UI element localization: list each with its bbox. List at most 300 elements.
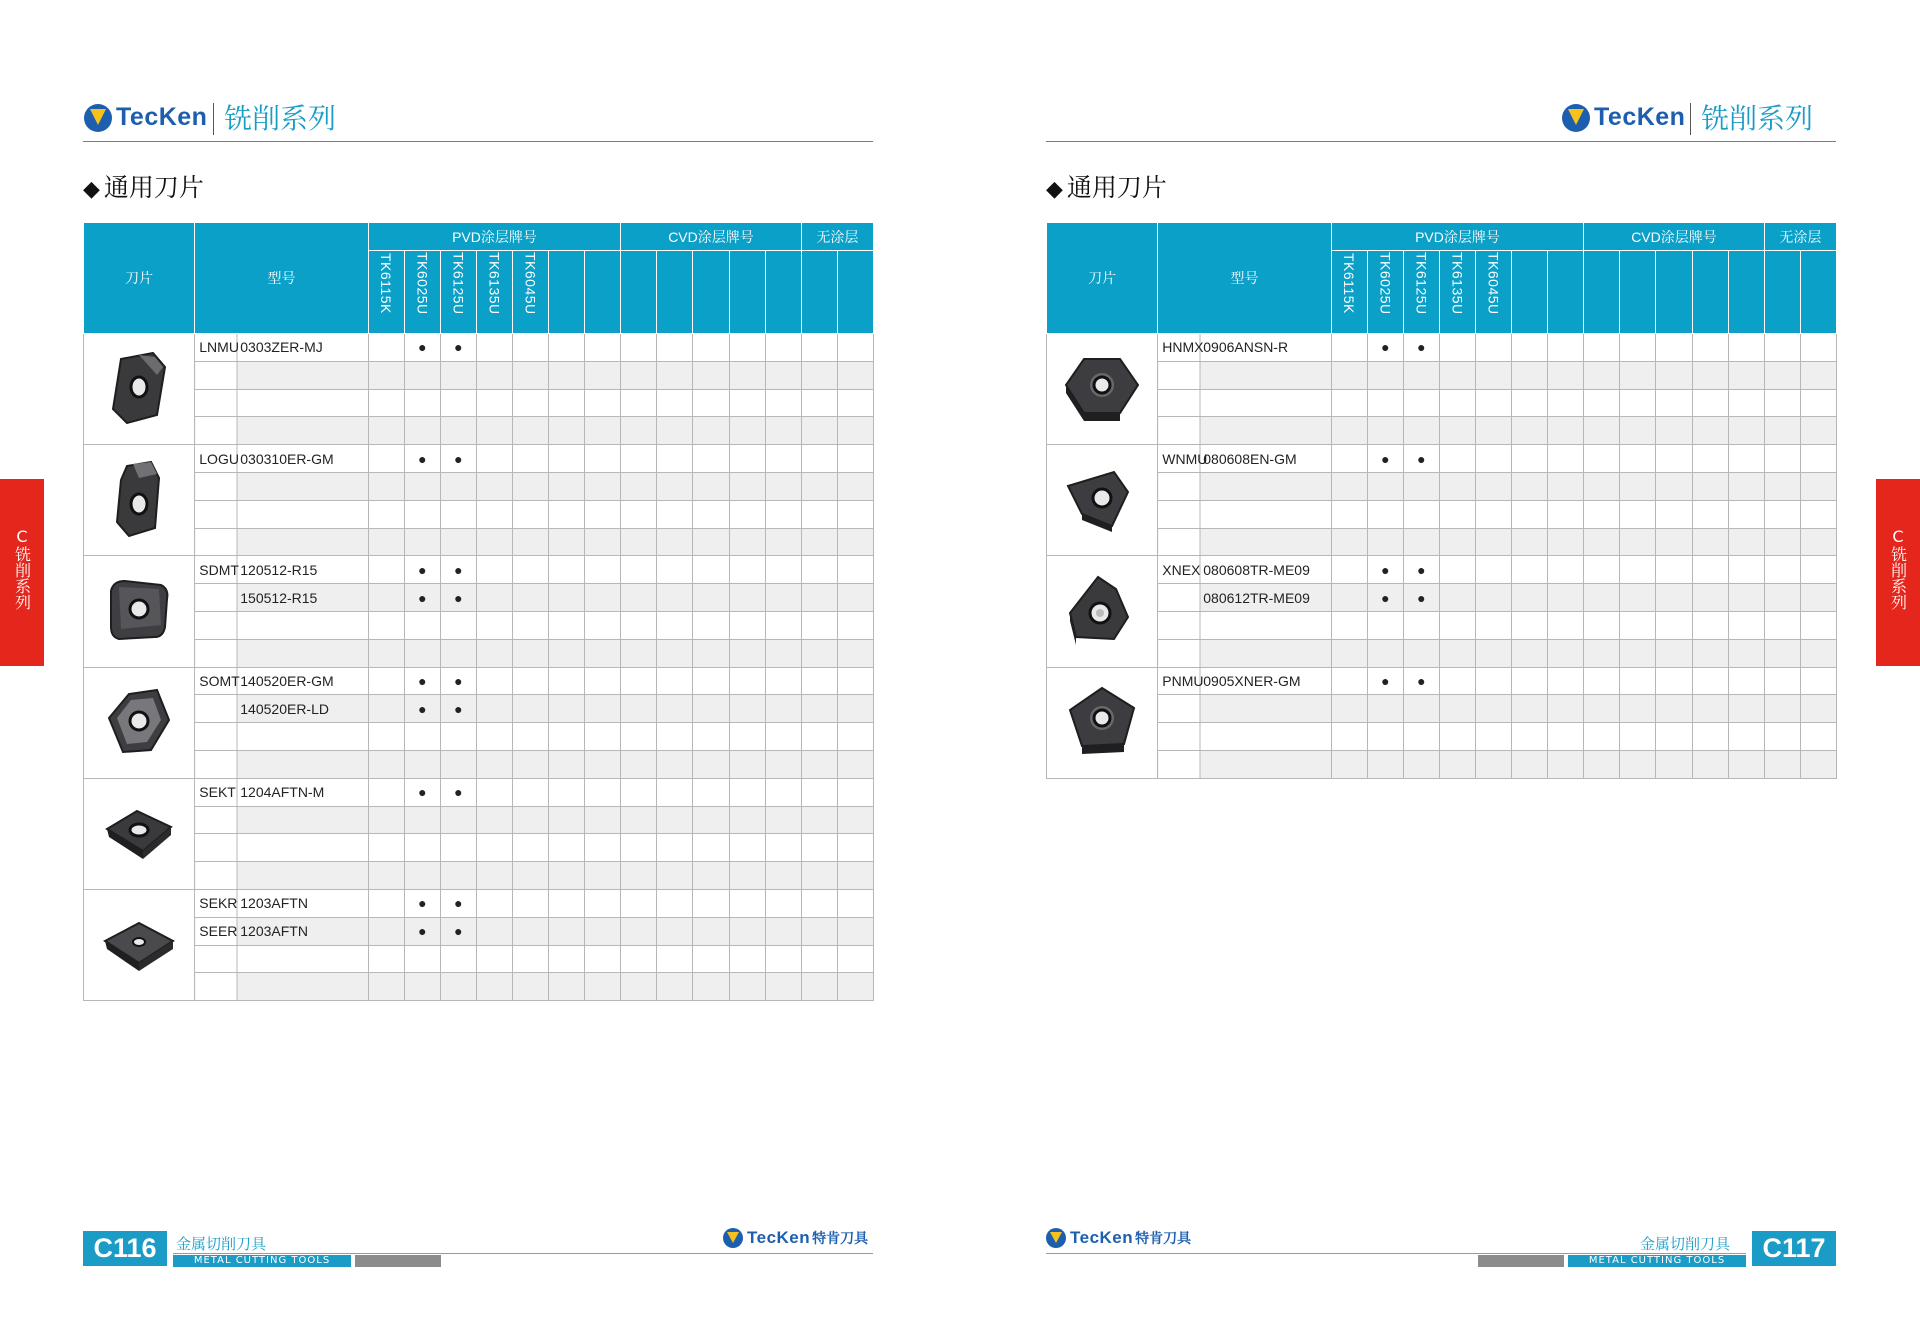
grade-cell: [621, 445, 657, 473]
grade-cell: [549, 361, 585, 389]
grade-cell: [1764, 667, 1800, 695]
grade-cell: [801, 389, 837, 417]
model-cell: [195, 695, 368, 723]
grade-cell: [1512, 611, 1548, 639]
series-name: PNMU: [1162, 672, 1204, 689]
grade-cell: [657, 500, 693, 528]
grade-cell: [1800, 556, 1836, 584]
grade-cell: [1367, 445, 1403, 473]
grade-cell: [549, 584, 585, 612]
insert-image: [84, 445, 195, 556]
grade-cell: [801, 695, 837, 723]
grade-column-header-empty: [549, 251, 585, 334]
grade-cell: [440, 334, 476, 362]
grade-cell: [1620, 389, 1656, 417]
footer-logo-icon: [1046, 1228, 1066, 1248]
grade-cell: [549, 556, 585, 584]
grade-cell: [585, 417, 621, 445]
grade-cell: [1656, 500, 1692, 528]
model-code: 1204AFTN-M: [240, 784, 325, 801]
grade-cell: [1331, 750, 1367, 778]
grade-cell: [1728, 417, 1764, 445]
footer-en-title: METAL CUTTING TOOLS: [1568, 1255, 1746, 1267]
model-cell: [1158, 334, 1331, 362]
grade-cell: [729, 862, 765, 890]
series-label: [196, 895, 240, 911]
table-row: [1047, 723, 1837, 751]
grade-column-header-empty: [1800, 251, 1836, 334]
side-tab: [0, 479, 44, 666]
table-row: [84, 528, 874, 556]
grade-cell: [404, 723, 440, 751]
table-row: [84, 584, 874, 612]
grade-cell: [1800, 723, 1836, 751]
grade-cell: [1476, 334, 1512, 362]
model-cell: [195, 667, 368, 695]
grade-cell: [801, 361, 837, 389]
model-cell: [195, 500, 368, 528]
grade-cell: [693, 862, 729, 890]
grade-cell: [837, 889, 873, 917]
grade-cell: [801, 334, 837, 362]
grade-cell: [765, 611, 801, 639]
grade-cell: [1620, 472, 1656, 500]
grade-cell: [729, 584, 765, 612]
grade-cell: [1692, 445, 1728, 473]
grade-cell: [440, 806, 476, 834]
grade-cell: [657, 361, 693, 389]
grade-cell: [1800, 750, 1836, 778]
availability-dot: ●: [418, 923, 427, 940]
grade-cell: [1620, 695, 1656, 723]
grade-column-header-empty: [693, 251, 729, 334]
sdmt-insert-icon: [99, 640, 179, 656]
grade-cell: [440, 528, 476, 556]
grade-cell: [729, 611, 765, 639]
table-row: [1047, 556, 1837, 584]
grade-cell: [585, 723, 621, 751]
grade-cell: [549, 806, 585, 834]
grade-cell: [1367, 334, 1403, 362]
grade-cell: [1764, 611, 1800, 639]
grade-cell: [765, 778, 801, 806]
grade-name: TK6115K: [1341, 253, 1358, 314]
grade-cell: [657, 973, 693, 1001]
grade-cell: [1692, 556, 1728, 584]
grade-cell: [585, 695, 621, 723]
grade-cell: [404, 917, 440, 945]
model-code: 140520ER-GM: [240, 672, 334, 689]
grade-cell: [513, 389, 549, 417]
grade-cell: [1620, 334, 1656, 362]
grade-column-header-empty: [801, 251, 837, 334]
insert-image: [84, 889, 195, 1000]
grade-cell: [1548, 611, 1584, 639]
grade-cell: [549, 862, 585, 890]
brand-logo: [1562, 103, 1685, 132]
grade-column-header-empty: [837, 251, 873, 334]
grade-cell: [621, 917, 657, 945]
grade-cell: [1548, 639, 1584, 667]
grade-cell: [621, 472, 657, 500]
grade-cell: [1331, 695, 1367, 723]
grade-cell: [1656, 750, 1692, 778]
grade-cell: [1403, 639, 1439, 667]
grade-cell: [1403, 417, 1439, 445]
grade-cell: [513, 500, 549, 528]
grade-cell: [1764, 723, 1800, 751]
grade-cell: [1800, 584, 1836, 612]
table-row: [84, 667, 874, 695]
grade-cell: [765, 917, 801, 945]
grade-cell: [801, 472, 837, 500]
grade-cell: [549, 639, 585, 667]
grade-cell: [621, 334, 657, 362]
grade-cell: [513, 584, 549, 612]
grade-cell: [693, 584, 729, 612]
grade-column-header: [476, 251, 512, 334]
grade-cell: [1512, 472, 1548, 500]
grade-cell: [476, 889, 512, 917]
grade-cell: [585, 862, 621, 890]
grade-cell: [837, 750, 873, 778]
grade-cell: [1728, 528, 1764, 556]
grade-cell: [513, 528, 549, 556]
grade-cell: [1439, 556, 1475, 584]
grade-cell: [1728, 389, 1764, 417]
grade-cell: [1548, 417, 1584, 445]
hnmx-insert-icon: [1062, 418, 1142, 434]
grade-cell: [1800, 695, 1836, 723]
grade-cell: [368, 973, 404, 1001]
grade-cell: [1367, 695, 1403, 723]
grade-cell: [1331, 639, 1367, 667]
availability-dot: ●: [1381, 672, 1390, 689]
grade-cell: [476, 834, 512, 862]
grade-cell: [513, 334, 549, 362]
grade-cell: [765, 889, 801, 917]
grade-cell: [1764, 389, 1800, 417]
grade-cell: [513, 611, 549, 639]
grade-cell: [801, 639, 837, 667]
model-cell: [195, 945, 368, 973]
grade-cell: [693, 445, 729, 473]
grade-cell: [1476, 556, 1512, 584]
table-row: [84, 945, 874, 973]
model-cell: [195, 778, 368, 806]
grade-cell: [476, 334, 512, 362]
grade-cell: [440, 667, 476, 695]
grade-cell: [1403, 723, 1439, 751]
grade-cell: [693, 695, 729, 723]
grade-cell: [513, 667, 549, 695]
grade-cell: [837, 862, 873, 890]
grade-cell: [476, 445, 512, 473]
grade-cell: [801, 862, 837, 890]
grade-cell: [368, 834, 404, 862]
grade-cell: [368, 445, 404, 473]
footer-grey-bar: [1478, 1255, 1564, 1267]
model-cell: [1158, 639, 1331, 667]
grade-cell: [1584, 723, 1620, 751]
grade-cell: [1728, 445, 1764, 473]
grade-cell: [585, 611, 621, 639]
grade-cell: [1692, 584, 1728, 612]
series-label: [196, 451, 240, 467]
grade-cell: [1512, 528, 1548, 556]
availability-dot: ●: [418, 895, 427, 912]
grade-cell: [368, 750, 404, 778]
grade-cell: [1367, 472, 1403, 500]
grade-cell: [1728, 695, 1764, 723]
grade-cell: [585, 834, 621, 862]
model-cell: [195, 584, 368, 612]
grade-cell: [801, 445, 837, 473]
grade-cell: [1403, 611, 1439, 639]
grade-cell: [729, 639, 765, 667]
grade-cell: [1620, 667, 1656, 695]
table-row: [1047, 334, 1837, 362]
grade-cell: [1439, 500, 1475, 528]
grade-cell: [440, 778, 476, 806]
grade-name: TK6045U: [522, 252, 539, 315]
model-cell: [195, 445, 368, 473]
series-label: [1159, 673, 1203, 689]
model-cell: [1158, 584, 1331, 612]
grade-cell: [1476, 611, 1512, 639]
model-cell: [1158, 556, 1331, 584]
grade-cell: [404, 445, 440, 473]
pnmu-insert-icon: [1062, 751, 1142, 767]
grade-cell: [1656, 695, 1692, 723]
grade-cell: [801, 945, 837, 973]
grade-cell: [440, 917, 476, 945]
grade-cell: [1692, 417, 1728, 445]
grade-cell: [1728, 723, 1764, 751]
grade-cell: [404, 945, 440, 973]
grade-cell: [549, 472, 585, 500]
grade-cell: [1403, 389, 1439, 417]
grade-cell: [1512, 417, 1548, 445]
grade-cell: [765, 862, 801, 890]
grade-cell: [1367, 667, 1403, 695]
model-code: 0906ANSN-R: [1203, 339, 1289, 356]
grade-column-header-empty: [1692, 251, 1728, 334]
model-header: 型号: [195, 223, 368, 334]
cvd-grade-header: CVD涂层牌号: [1584, 223, 1764, 251]
insert-image: [1047, 445, 1158, 556]
grade-cell: [513, 945, 549, 973]
grade-cell: [1584, 556, 1620, 584]
grade-cell: [1548, 500, 1584, 528]
grade-cell: [657, 834, 693, 862]
grade-cell: [621, 500, 657, 528]
grade-cell: [368, 889, 404, 917]
grade-cell: [765, 528, 801, 556]
grade-cell: [368, 389, 404, 417]
grade-cell: [1764, 417, 1800, 445]
grade-cell: [1403, 695, 1439, 723]
footer-brand-cn: 特肯刀具: [812, 1231, 869, 1247]
grade-cell: [765, 973, 801, 1001]
series-name: SDMT: [199, 561, 239, 578]
grade-cell: [1439, 695, 1475, 723]
grade-cell: [1403, 667, 1439, 695]
grade-cell: [1512, 639, 1548, 667]
grade-cell: [621, 695, 657, 723]
model-cell: [195, 806, 368, 834]
grade-cell: [585, 917, 621, 945]
grade-column-header-empty: [621, 251, 657, 334]
grade-cell: [837, 611, 873, 639]
series-label: [196, 562, 240, 578]
grade-cell: [585, 945, 621, 973]
series-name: SEER: [199, 923, 238, 940]
grade-cell: [1728, 361, 1764, 389]
grade-cell: [513, 862, 549, 890]
grade-cell: [549, 389, 585, 417]
grade-cell: [1331, 361, 1367, 389]
grade-cell: [513, 723, 549, 751]
grade-cell: [1548, 584, 1584, 612]
grade-cell: [549, 667, 585, 695]
insert-image: [84, 556, 195, 667]
grade-cell: [585, 889, 621, 917]
grade-cell: [693, 556, 729, 584]
model-code: 120512-R15: [240, 561, 318, 578]
grade-cell: [1800, 500, 1836, 528]
grade-cell: [693, 500, 729, 528]
model-cell: [1158, 611, 1331, 639]
grade-cell: [585, 584, 621, 612]
grade-cell: [1512, 723, 1548, 751]
availability-dot: ●: [454, 450, 463, 467]
grade-cell: [837, 361, 873, 389]
table-row: [84, 723, 874, 751]
grade-cell: [693, 778, 729, 806]
series-name: LOGU: [199, 450, 239, 467]
grade-column-header: [368, 251, 404, 334]
model-cell: [1158, 667, 1331, 695]
grade-cell: [440, 973, 476, 1001]
grade-cell: [1548, 445, 1584, 473]
grade-cell: [801, 611, 837, 639]
grade-cell: [440, 361, 476, 389]
grade-column-header: [440, 251, 476, 334]
grade-cell: [1331, 723, 1367, 751]
availability-dot: ●: [454, 561, 463, 578]
table-row: [84, 417, 874, 445]
grade-cell: [404, 417, 440, 445]
uncoated-grade-header: 无涂层: [1764, 223, 1836, 251]
grade-cell: [765, 445, 801, 473]
grade-cell: [765, 834, 801, 862]
grade-column-header-empty: [1584, 251, 1620, 334]
grade-cell: [513, 556, 549, 584]
grade-cell: [1764, 528, 1800, 556]
brand-logo-text: TecKen: [1594, 103, 1686, 131]
grade-cell: [621, 417, 657, 445]
grade-cell: [765, 584, 801, 612]
grade-cell: [801, 723, 837, 751]
model-code: 080608EN-GM: [1203, 450, 1297, 467]
grade-cell: [1439, 667, 1475, 695]
grade-cell: [476, 806, 512, 834]
grade-cell: [657, 778, 693, 806]
grade-cell: [1584, 667, 1620, 695]
grade-cell: [1548, 389, 1584, 417]
insert-spec-table: [83, 222, 874, 1001]
grade-cell: [1331, 334, 1367, 362]
grade-cell: [1548, 750, 1584, 778]
grade-cell: [801, 750, 837, 778]
grade-cell: [585, 667, 621, 695]
insert-image: [1047, 667, 1158, 778]
grade-cell: [440, 889, 476, 917]
grade-cell: [1512, 584, 1548, 612]
insert-image: [84, 334, 195, 445]
grade-column-header-empty: [1728, 251, 1764, 334]
grade-cell: [549, 973, 585, 1001]
availability-dot: ●: [1417, 450, 1426, 467]
grade-cell: [693, 973, 729, 1001]
table-row: [1047, 528, 1837, 556]
grade-cell: [657, 806, 693, 834]
grade-cell: [657, 723, 693, 751]
grade-cell: [621, 750, 657, 778]
grade-cell: [837, 584, 873, 612]
grade-cell: [621, 361, 657, 389]
grade-cell: [1439, 472, 1475, 500]
page-footer: [1046, 1228, 1836, 1268]
footer-logo-icon: [723, 1228, 743, 1248]
grade-cell: [837, 667, 873, 695]
grade-name: TK6045U: [1485, 252, 1502, 315]
grade-cell: [657, 695, 693, 723]
grade-cell: [1512, 500, 1548, 528]
grade-cell: [404, 806, 440, 834]
grade-cell: [1692, 611, 1728, 639]
grade-cell: [440, 417, 476, 445]
grade-cell: [476, 389, 512, 417]
model-cell: [195, 389, 368, 417]
grade-cell: [549, 334, 585, 362]
model-cell: [195, 417, 368, 445]
grade-cell: [440, 556, 476, 584]
grade-cell: [1620, 556, 1656, 584]
grade-cell: [1656, 611, 1692, 639]
grade-cell: [1331, 445, 1367, 473]
grade-cell: [765, 750, 801, 778]
series-name: LNMU: [199, 339, 239, 356]
series-label: [1159, 562, 1203, 578]
model-cell: [195, 862, 368, 890]
model-cell: [1158, 445, 1331, 473]
grade-cell: [1512, 389, 1548, 417]
availability-dot: ●: [1381, 589, 1390, 606]
grade-cell: [837, 556, 873, 584]
grade-cell: [513, 889, 549, 917]
grade-name: TK6025U: [414, 252, 431, 315]
grade-cell: [1656, 667, 1692, 695]
grade-cell: [1584, 750, 1620, 778]
brand-logo-icon: [1562, 104, 1590, 132]
grade-cell: [513, 973, 549, 1001]
grade-cell: [1692, 639, 1728, 667]
grade-cell: [801, 806, 837, 834]
series-label: [196, 923, 240, 939]
grade-cell: [657, 639, 693, 667]
